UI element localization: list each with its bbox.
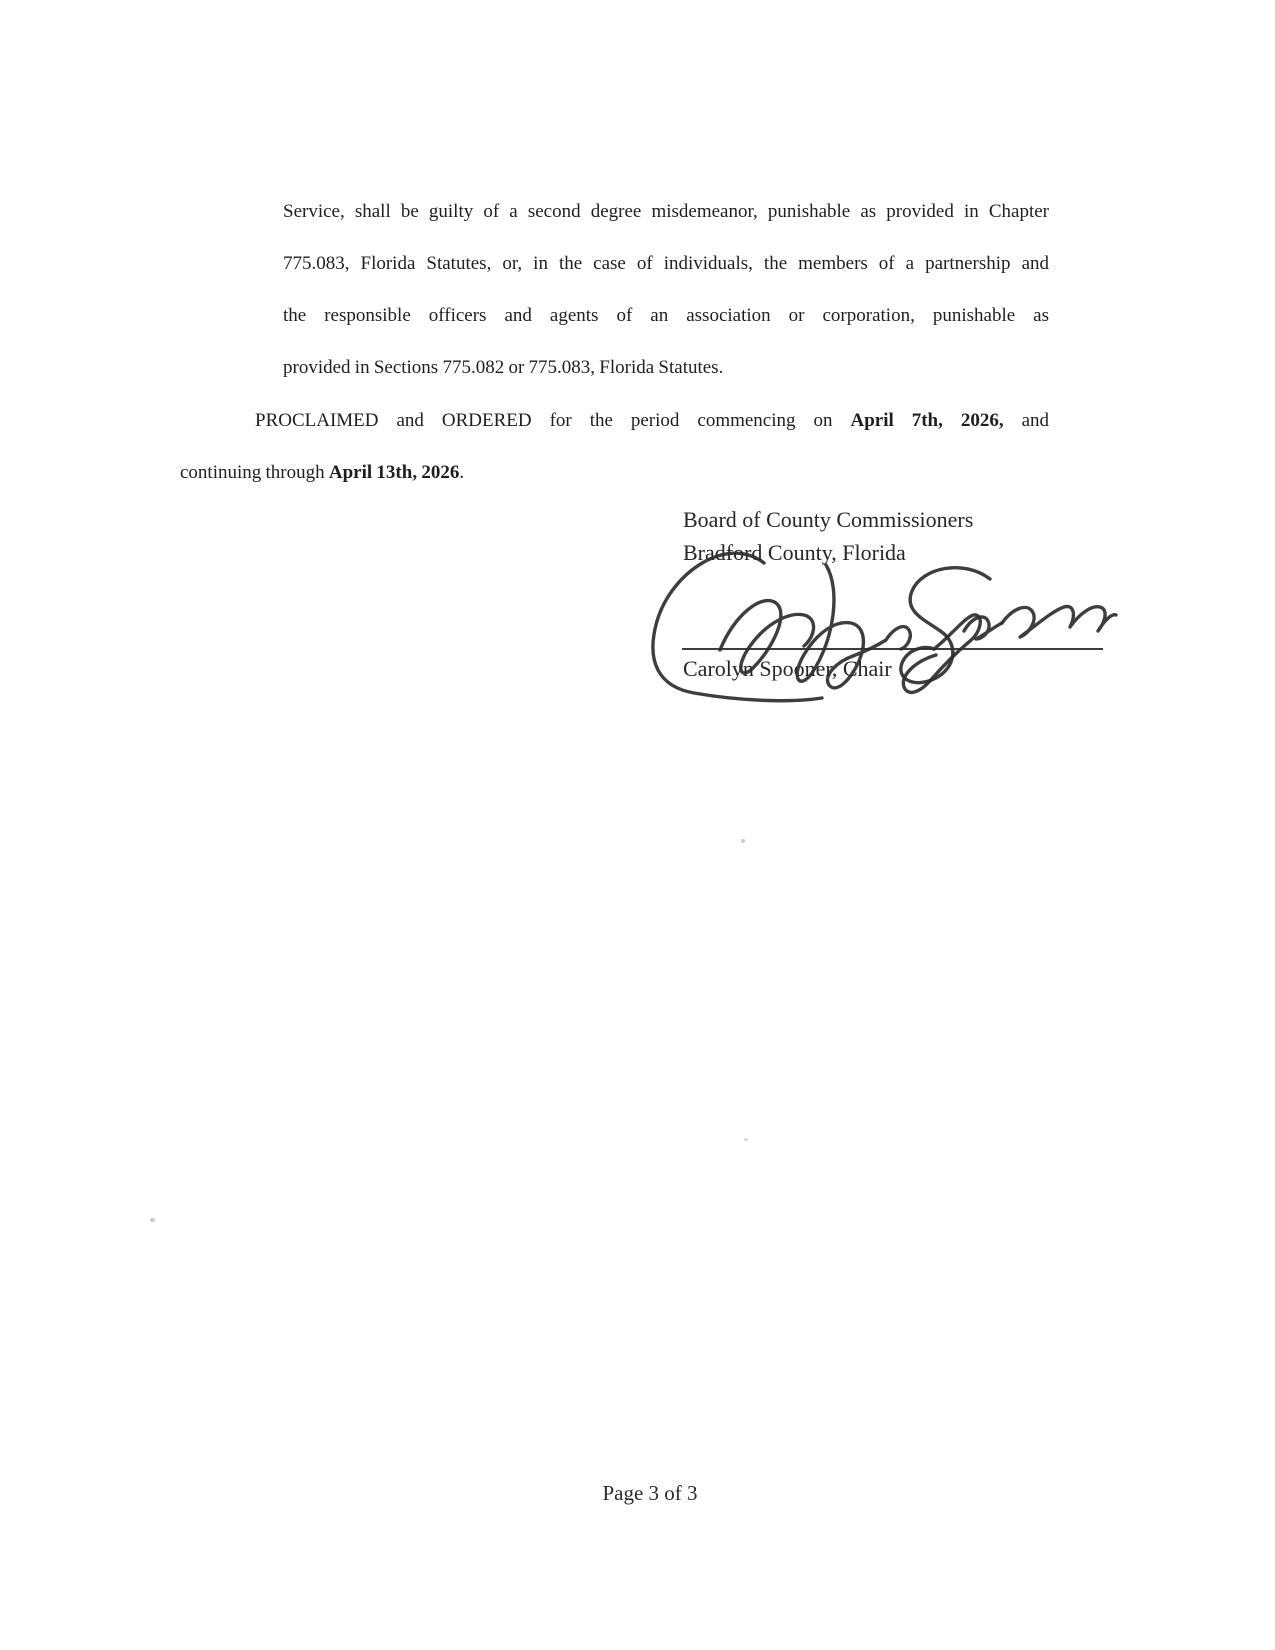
statute-penalty-paragraph (283, 186, 1049, 394)
signature-stroke (1002, 607, 1116, 637)
start-date-text: April 7th, 2026, (850, 410, 1004, 431)
text-run: . (459, 462, 465, 483)
paragraph-line (180, 447, 1049, 499)
scan-speck (741, 839, 745, 843)
signer-name-title: Carolyn Spooner, Chair (683, 656, 892, 681)
org-location-line: Bradford County, Florida (683, 540, 906, 565)
signature-org-block (683, 503, 973, 569)
proclamation-paragraph (180, 395, 1049, 499)
scan-speck (744, 1138, 748, 1141)
signature-stroke (964, 617, 1002, 639)
paragraph-line (180, 395, 1049, 447)
text-run: PROCLAIMED and ORDERED for the period commencing on (255, 410, 851, 431)
page-number: Page 3 of 3 (602, 1481, 698, 1505)
scan-speck (150, 1218, 155, 1222)
signature-rule-line (682, 648, 1103, 650)
paragraph-line: the responsible officers and agents of an association or corporation, punishable as (283, 305, 1049, 326)
signature-stroke (903, 615, 980, 693)
paragraph-line: 775.083, Florida Statutes, or, in the case of individuals, the members of a partnership and (283, 253, 1049, 274)
signature-stroke (901, 568, 990, 683)
text-run: continuing through (180, 462, 329, 483)
end-date-text: April 13th, 2026 (328, 462, 460, 483)
org-name-line: Board of County Commissioners (683, 507, 974, 532)
paragraph-line: Service, shall be guilty of a second degree misdemeanor, punishable as provided in Chapter (283, 201, 1049, 222)
paragraph-line: provided in Sections 775.082 or 775.083, Florida Statutes. (283, 357, 724, 378)
text-run: and (1003, 410, 1049, 431)
